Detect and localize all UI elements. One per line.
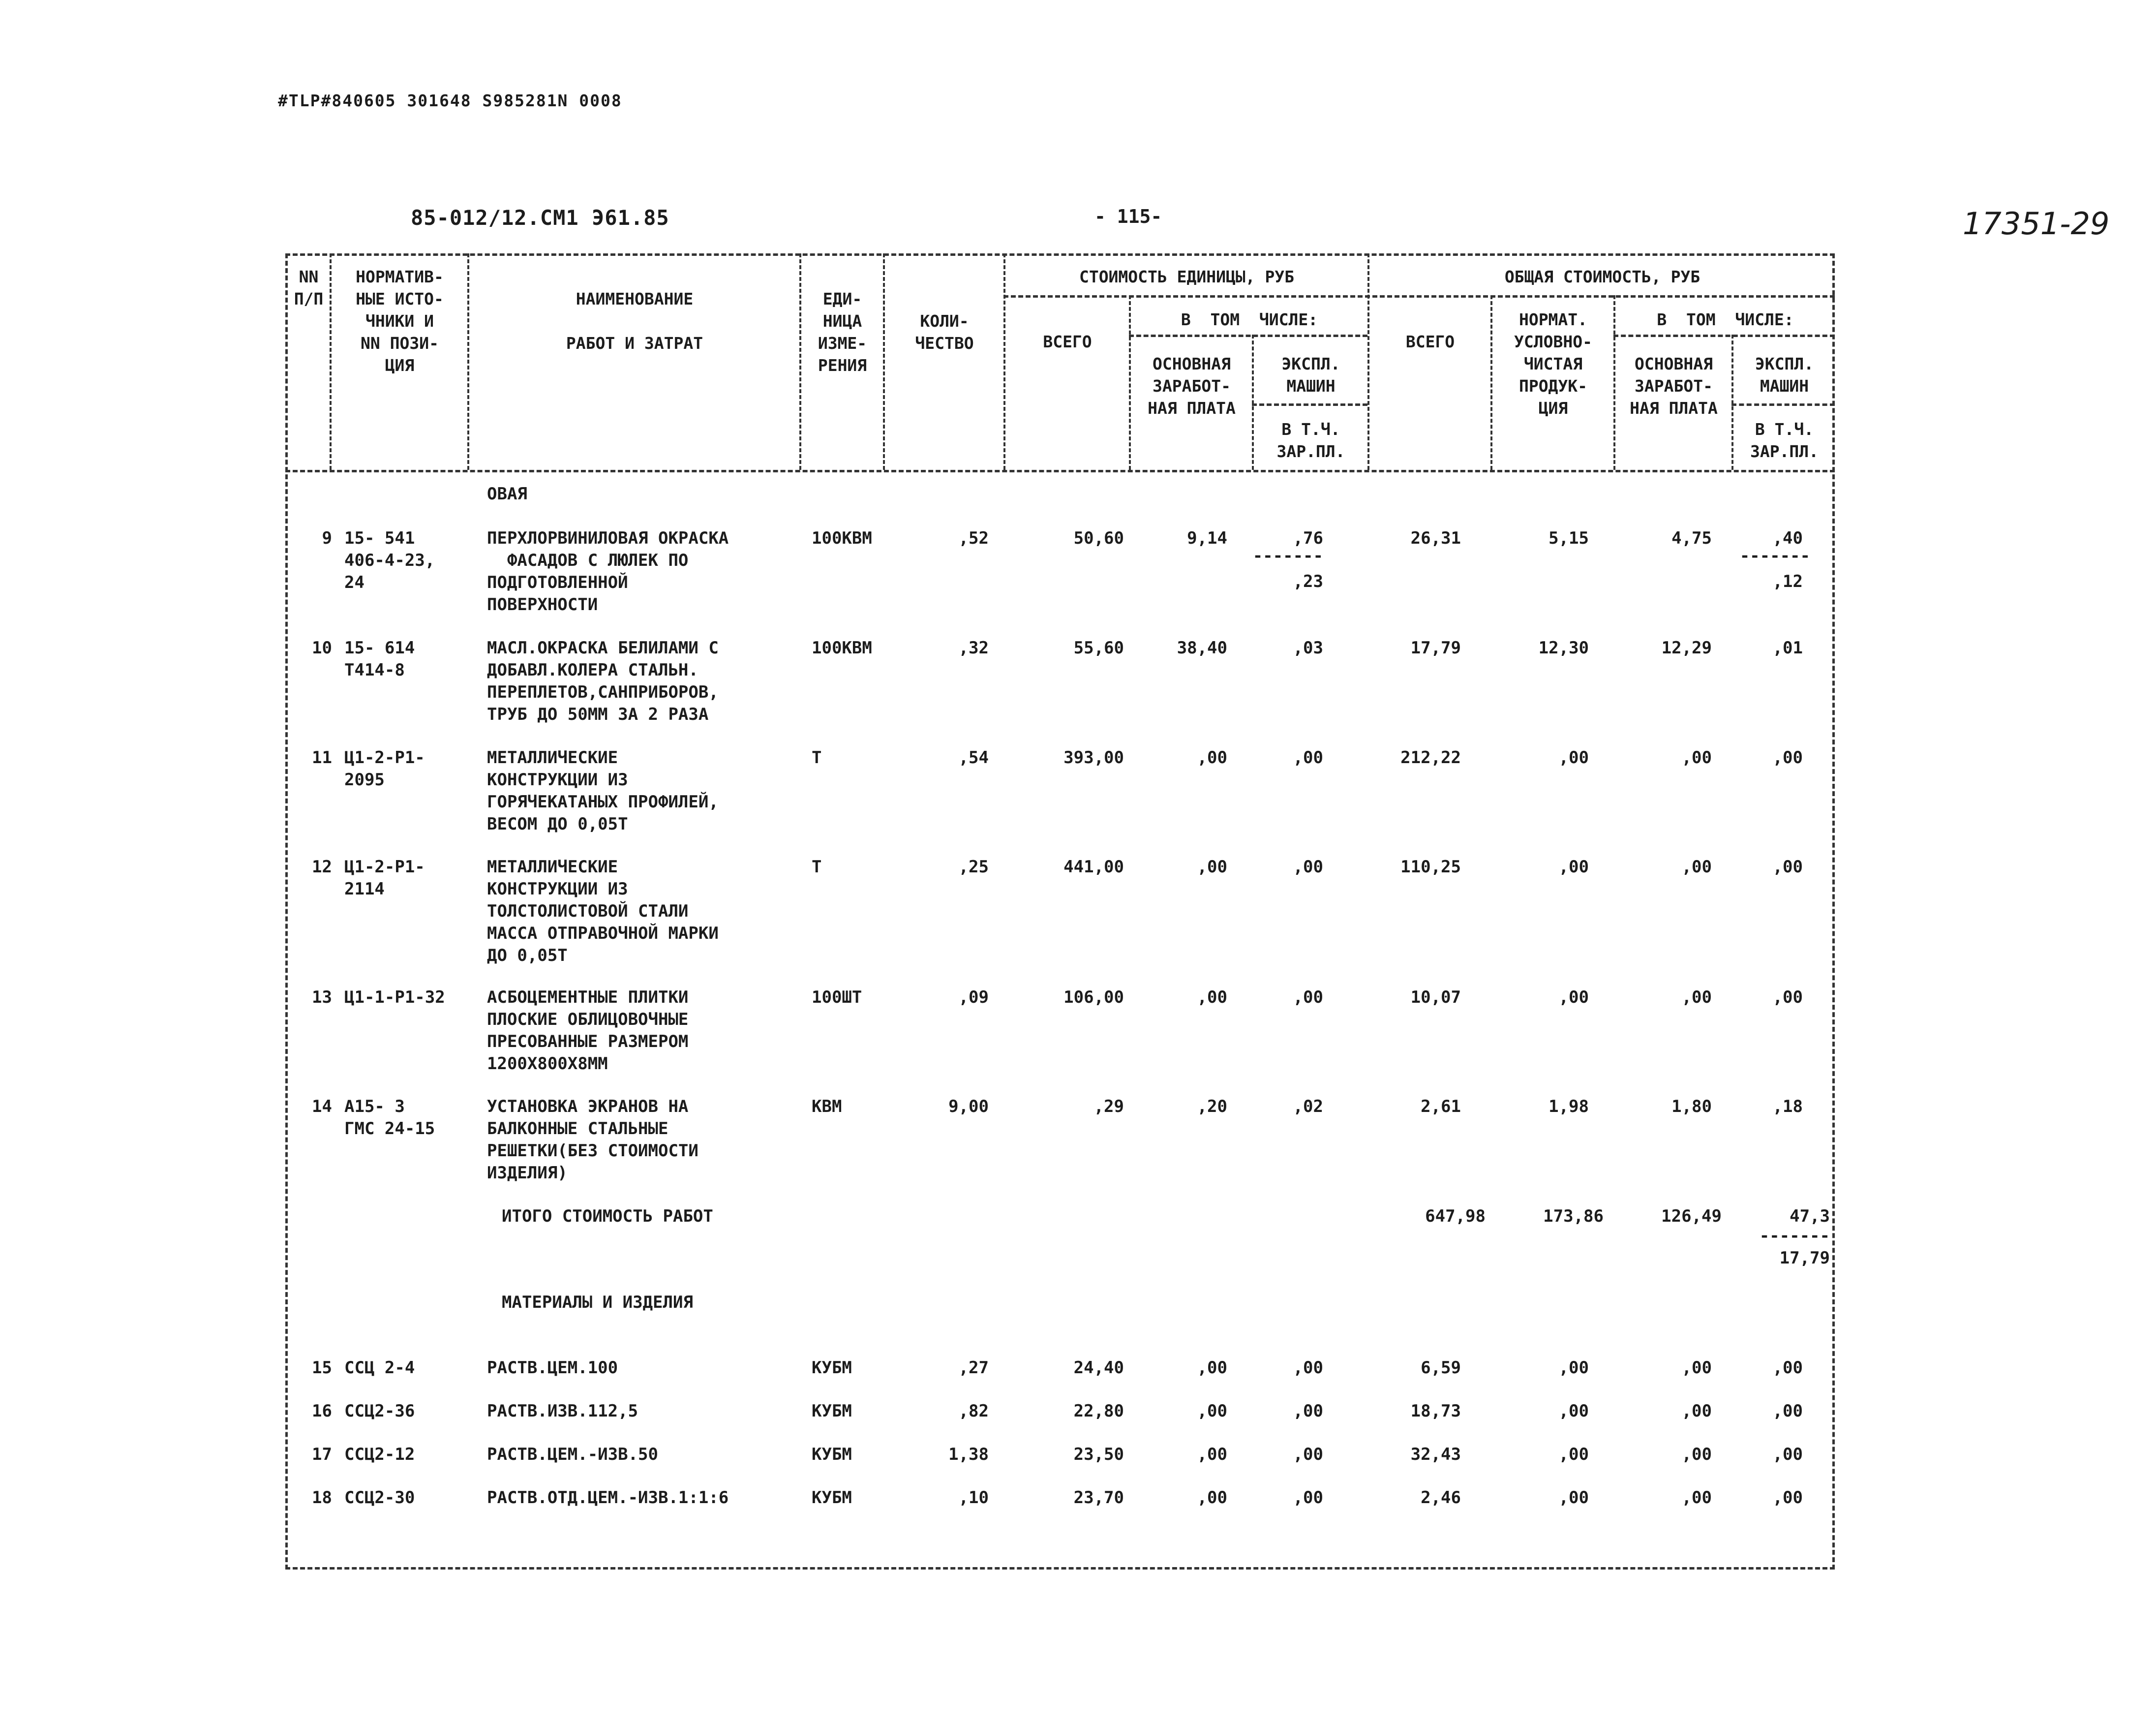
row-unit: Т — [812, 857, 822, 877]
v-tom-rule-2 — [1613, 335, 1835, 337]
total-mach-rule: ------- — [1759, 1226, 1830, 1246]
row-code: Ц1-1-Р1-32 — [344, 987, 445, 1007]
header-v-t-ch-2: В Т.Ч. ЗАР.ПЛ. — [1750, 420, 1819, 461]
row-code: 15- 541 406-4-23, 24 — [344, 528, 435, 592]
row-total: 26,31 — [1410, 528, 1461, 548]
col-sep — [1252, 335, 1254, 470]
col-sep — [883, 253, 885, 470]
header-ekspl: ЭКСПЛ. МАШИН — [1281, 354, 1340, 396]
row-code: А15- 3 ГМС 24-15 — [344, 1097, 435, 1139]
row-unit: 100КВМ — [812, 638, 872, 658]
row-tmach: ,00 — [1772, 1401, 1803, 1421]
header-normat: НОРМАТ. УСЛОВНО- ЧИСТАЯ ПРОДУК- ЦИЯ — [1514, 310, 1592, 418]
row-name: МАСЛ.ОКРАСКА БЕЛИЛАМИ С ДОБАВЛ.КОЛЕРА СТАЛЬН. ПЕРЕПЛЕТОВ,САНПРИБОРОВ, ТРУБ ДО 50ММ ЗА 2 РАЗА — [487, 638, 719, 724]
row-name: АСБОЦЕМЕНТНЫЕ ПЛИТКИ ПЛОСКИЕ ОБЛИЦОВОЧНЫЕ ПРЕСОВАННЫЕ РАЗМЕРОМ 1200Х800Х8ММ — [487, 987, 689, 1074]
total-uchp: 173,86 — [1543, 1206, 1604, 1226]
row-qty: ,82 — [958, 1401, 989, 1421]
row-total: 17,79 — [1410, 638, 1461, 658]
row-twage: ,00 — [1681, 1401, 1712, 1421]
row-name: ПЕРХЛОРВИНИЛОВАЯ ОКРАСКА ФАСАДОВ С ЛЮЛЕК ПО ПОДГОТОВЛЕННОЙ ПОВЕРХНОСТИ — [487, 528, 729, 615]
row-number: 12 — [312, 857, 332, 877]
row-twage: 12,29 — [1661, 638, 1712, 658]
row-price: 393,00 — [1063, 748, 1124, 768]
row-unit: КУБМ — [812, 1488, 852, 1508]
row-uchp: 12,30 — [1538, 638, 1589, 658]
row-twage: ,00 — [1681, 857, 1712, 877]
total-mach: 47,3 — [1790, 1206, 1830, 1226]
row-total: 6,59 — [1421, 1358, 1461, 1378]
row-number: 17 — [312, 1445, 332, 1464]
row-uchp: ,00 — [1558, 1488, 1589, 1508]
header-v-tom-chisle-2: В ТОМ ЧИСЛЕ: — [1657, 310, 1794, 329]
row-name: УСТАНОВКА ЭКРАНОВ НА БАЛКОННЫЕ СТАЛЬНЫЕ РЕШЕТКИ(БЕЗ СТОИМОСТИ ИЗДЕЛИЯ) — [487, 1097, 698, 1183]
row-code: ССЦ2-30 — [344, 1488, 415, 1508]
row-unit: КВМ — [812, 1097, 842, 1116]
sheet-reference: 85-012/12.CM1 Э61.85 — [411, 206, 669, 230]
row-wage: ,00 — [1197, 1488, 1227, 1508]
row-uchp: ,00 — [1558, 1358, 1589, 1378]
row-unit: КУБМ — [812, 1358, 852, 1378]
row-mach: ,00 — [1293, 1401, 1323, 1421]
row-mach: ,76 — [1293, 528, 1323, 548]
page-number: - 115- — [1094, 206, 1162, 227]
row-mach: ,00 — [1293, 1488, 1323, 1508]
row-tmach-rule: ------- — [1739, 546, 1810, 566]
col-sep — [1490, 295, 1492, 470]
row-uchp: ,00 — [1558, 857, 1589, 877]
row-qty: ,54 — [958, 748, 989, 768]
row-code: Ц1-2-Р1- 2095 — [344, 748, 425, 790]
row-code: ССЦ2-12 — [344, 1445, 415, 1464]
row-total: 110,25 — [1400, 857, 1461, 877]
row-qty: 1,38 — [948, 1445, 989, 1464]
row-uchp: ,00 — [1558, 987, 1589, 1007]
row-qty: ,27 — [958, 1358, 989, 1378]
col-sep — [1003, 253, 1005, 470]
row-qty: ,52 — [958, 528, 989, 548]
row-mach: ,03 — [1293, 638, 1323, 658]
row-unit: КУБМ — [812, 1445, 852, 1464]
row-code: Ц1-2-Р1- 2114 — [344, 857, 425, 899]
row-total: 10,07 — [1410, 987, 1461, 1007]
row-wage: ,20 — [1197, 1097, 1227, 1116]
row-tmach: ,00 — [1772, 987, 1803, 1007]
row-price: 22,80 — [1073, 1401, 1124, 1421]
row-twage: 1,80 — [1671, 1097, 1712, 1116]
row-mach-rule: ------- — [1252, 546, 1323, 566]
row-unit: КУБМ — [812, 1401, 852, 1421]
row-unit: 100ШТ — [812, 987, 862, 1007]
col-sep — [330, 253, 332, 470]
row-tmach: ,00 — [1772, 748, 1803, 768]
row-price: ,29 — [1093, 1097, 1124, 1116]
col-sep — [1731, 335, 1733, 470]
header-v-t-ch: В Т.Ч. ЗАР.ПЛ. — [1276, 420, 1345, 461]
row-price: 55,60 — [1073, 638, 1124, 658]
header-ekspl-2: ЭКСПЛ. МАШИН — [1755, 354, 1814, 396]
row-tmach: ,40 — [1772, 528, 1803, 548]
header-v-tom-chisle: В ТОМ ЧИСЛЕ: — [1181, 310, 1318, 329]
header-obshaya-stoimost: ОБЩАЯ СТОИМОСТЬ, РУБ — [1504, 267, 1701, 286]
row-mach: ,00 — [1293, 748, 1323, 768]
row-name: РАСТВ.ЦЕМ.100 — [487, 1358, 618, 1378]
mach-rule-1 — [1252, 403, 1367, 406]
header-stoimost-edinicy: СТОИМОСТЬ ЕДИНИЦЫ, РУБ — [1079, 267, 1295, 286]
header-osnovnaya-2: ОСНОВНАЯ ЗАРАБОТ- НАЯ ПЛАТА — [1630, 354, 1718, 418]
row-number: 9 — [322, 528, 332, 548]
row-wage: 9,14 — [1187, 528, 1227, 548]
row-wage: ,00 — [1197, 1445, 1227, 1464]
v-tom-rule-1 — [1129, 335, 1367, 337]
row-number: 11 — [312, 748, 332, 768]
row-mach-sub: ,23 — [1293, 572, 1323, 591]
handwritten-reference: 17351-29 — [1963, 206, 2110, 242]
row-wage: ,00 — [1197, 1358, 1227, 1378]
row-wage: ,00 — [1197, 987, 1227, 1007]
row-qty: ,10 — [958, 1488, 989, 1508]
row-total: 2,61 — [1421, 1097, 1461, 1116]
row-number: 14 — [312, 1097, 332, 1116]
row-price: 106,00 — [1063, 987, 1124, 1007]
row-twage: ,00 — [1681, 1488, 1712, 1508]
document-code: #TLP#840605 301648 S985281N 0008 — [278, 91, 622, 110]
row-price: 24,40 — [1073, 1358, 1124, 1378]
row-total: 2,46 — [1421, 1488, 1461, 1508]
row-tmach-sub: ,12 — [1772, 572, 1803, 591]
row-twage: 4,75 — [1671, 528, 1712, 548]
row-uchp: ,00 — [1558, 1445, 1589, 1464]
row-price: 50,60 — [1073, 528, 1124, 548]
row-code: ССЦ 2-4 — [344, 1358, 415, 1378]
row-tmach: ,00 — [1772, 857, 1803, 877]
row-qty: 9,00 — [948, 1097, 989, 1116]
row-twage: ,00 — [1681, 1358, 1712, 1378]
row-wage: ,00 — [1197, 1401, 1227, 1421]
materials-title: МАТЕРИАЛЫ И ИЗДЕЛИЯ — [502, 1293, 693, 1312]
row-tmach: ,00 — [1772, 1488, 1803, 1508]
row-twage: ,00 — [1681, 987, 1712, 1007]
row-uchp: 5,15 — [1549, 528, 1589, 548]
stoimost-subrule — [1003, 295, 1835, 298]
col-sep — [467, 253, 469, 470]
row-price: 441,00 — [1063, 857, 1124, 877]
header-bottom-rule — [285, 470, 1835, 472]
row-number: 15 — [312, 1358, 332, 1378]
header-naimenovanie: НАИМЕНОВАНИЕ РАБОТ И ЗАТРАТ — [566, 289, 703, 353]
row-price: 23,70 — [1073, 1488, 1124, 1508]
row-number: 10 — [312, 638, 332, 658]
total-label: ИТОГО СТОИМОСТЬ РАБОТ — [502, 1206, 713, 1226]
header-edinica: ЕДИ- НИЦА ИЗМЕ- РЕНИЯ — [818, 289, 867, 375]
row-name: РАСТВ.ОТД.ЦЕМ.-ИЗВ.1:1:6 — [487, 1488, 729, 1508]
mach-rule-2 — [1731, 403, 1835, 406]
header-vsego: ВСЕГО — [1043, 332, 1092, 351]
row-unit: Т — [812, 748, 822, 768]
row-qty: ,25 — [958, 857, 989, 877]
header-vsego-2: ВСЕГО — [1405, 332, 1455, 351]
header-osnovnaya: ОСНОВНАЯ ЗАРАБОТ- НАЯ ПЛАТА — [1148, 354, 1236, 418]
col-sep — [1129, 295, 1131, 470]
row-wage: 38,40 — [1177, 638, 1227, 658]
row-uchp: ,00 — [1558, 1401, 1589, 1421]
row-unit: 100КВМ — [812, 528, 872, 548]
col-sep — [1613, 295, 1615, 470]
col-sep — [799, 253, 801, 470]
row-qty: ,32 — [958, 638, 989, 658]
row-tmach: ,18 — [1772, 1097, 1803, 1116]
row-tmach: ,00 — [1772, 1445, 1803, 1464]
row-name: РАСТВ.ЦЕМ.-ИЗВ.50 — [487, 1445, 658, 1464]
row-tmach: ,01 — [1772, 638, 1803, 658]
col-sep — [1367, 253, 1369, 470]
row-total: 212,22 — [1400, 748, 1461, 768]
header-nn: NN П/П — [294, 267, 324, 308]
row-mach: ,00 — [1293, 987, 1323, 1007]
total-wage: 126,49 — [1661, 1206, 1722, 1226]
row-mach: ,00 — [1293, 857, 1323, 877]
total-mach-sub: 17,79 — [1779, 1248, 1830, 1268]
row-total: 18,73 — [1410, 1401, 1461, 1421]
row-mach: ,00 — [1293, 1358, 1323, 1378]
row-number: 18 — [312, 1488, 332, 1508]
row-wage: ,00 — [1197, 857, 1227, 877]
header-normativ: НОРМАТИВ- НЫЕ ИСТО- ЧНИКИ И NN ПОЗИ- ЦИЯ — [356, 267, 444, 375]
row-name: РАСТВ.ИЗВ.112,5 — [487, 1401, 638, 1421]
row-number: 16 — [312, 1401, 332, 1421]
row-twage: ,00 — [1681, 748, 1712, 768]
row-mach: ,02 — [1293, 1097, 1323, 1116]
row-name: МЕТАЛЛИЧЕСКИЕ КОНСТРУКЦИИ ИЗ ТОЛСТОЛИСТОВОЙ СТАЛИ МАССА ОТПРАВОЧНОЙ МАРКИ ДО 0,05Т — [487, 857, 719, 965]
row-name: МЕТАЛЛИЧЕСКИЕ КОНСТРУКЦИИ ИЗ ГОРЯЧЕКАТАНЫХ ПРОФИЛЕЙ, ВЕСОМ ДО 0,05Т — [487, 748, 719, 834]
row-code: 15- 614 Т414-8 — [344, 638, 415, 680]
row-uchp: 1,98 — [1549, 1097, 1589, 1116]
row-qty: ,09 — [958, 987, 989, 1007]
row-code: ССЦ2-36 — [344, 1401, 415, 1421]
row-twage: ,00 — [1681, 1445, 1712, 1464]
total-sum: 647,98 — [1425, 1206, 1486, 1226]
row-number: 13 — [312, 987, 332, 1007]
row-wage: ,00 — [1197, 748, 1227, 768]
row-uchp: ,00 — [1558, 748, 1589, 768]
row-mach: ,00 — [1293, 1445, 1323, 1464]
section-tail: ОВАЯ — [487, 484, 527, 504]
row-tmach: ,00 — [1772, 1358, 1803, 1378]
row-price: 23,50 — [1073, 1445, 1124, 1464]
header-kolichestvo: КОЛИ- ЧЕСТВО — [915, 311, 974, 353]
row-total: 32,43 — [1410, 1445, 1461, 1464]
